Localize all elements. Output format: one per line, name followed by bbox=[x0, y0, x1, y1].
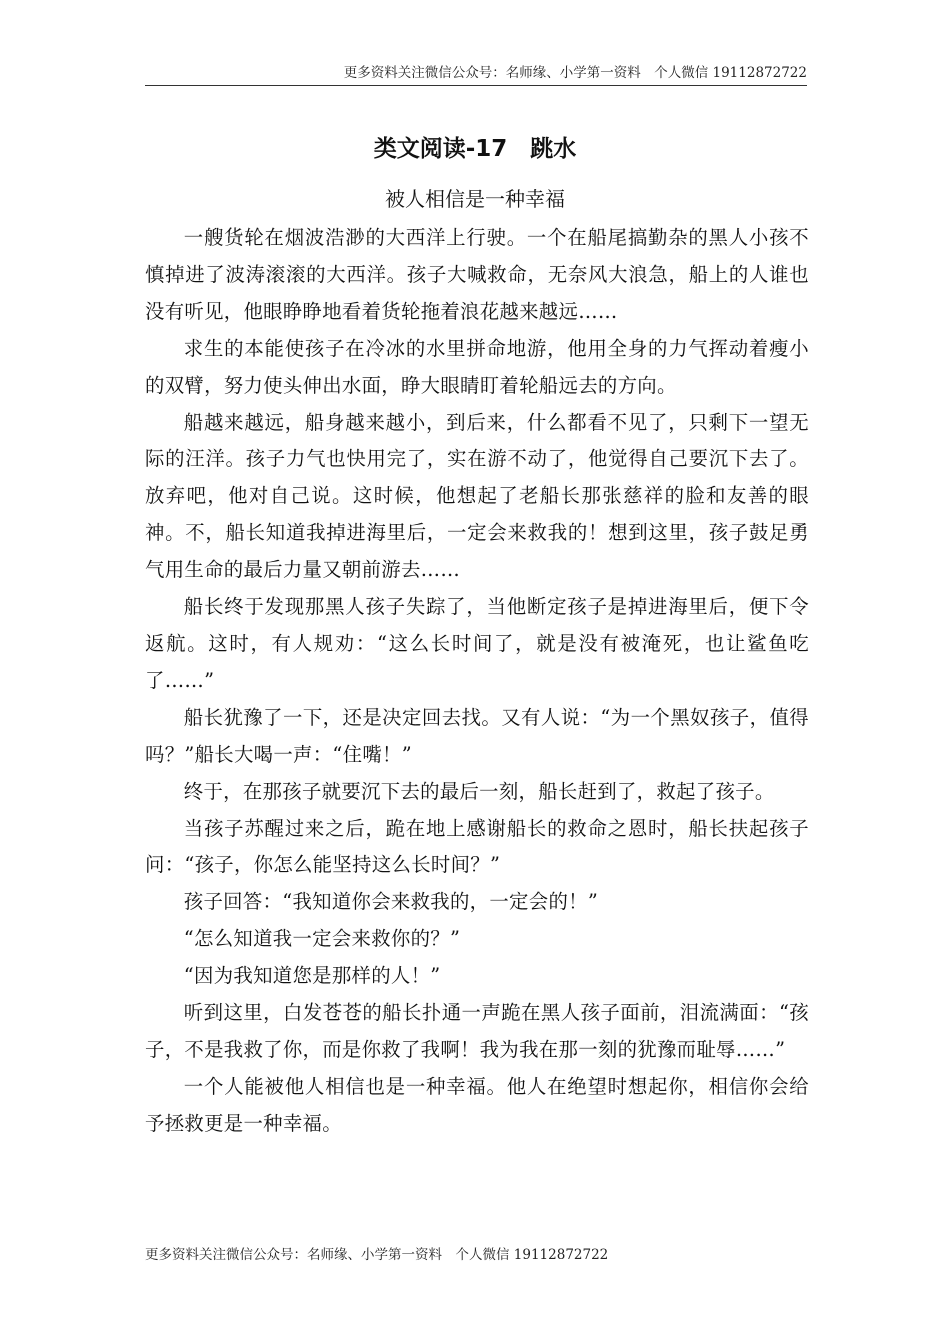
paragraph: 听到这里，白发苍苍的船长扑通一声跪在黑人孩子面前，泪流满面：“孩子，不是我救了你，而是你救了我啊！我为我在那一刻的犹豫而耻辱……” bbox=[145, 1001, 809, 1061]
header-divider bbox=[145, 85, 807, 86]
document-title: 类文阅读-17 跳水 bbox=[373, 136, 577, 162]
paragraph: “因为我知道您是那样的人！” bbox=[183, 964, 441, 988]
page-header: 更多资料关注微信公众号：名师缘、小学第一资料 个人微信 19112872722 bbox=[343, 65, 807, 81]
paragraph: 一个人能被他人相信也是一种幸福。他人在绝望时想起你，相信你会给予拯救更是一种幸福。 bbox=[145, 1074, 809, 1135]
paragraph: 终于，在那孩子就要沉下去的最后一刻，船长赶到了，救起了孩子。 bbox=[183, 779, 775, 803]
paragraph: 船越来越远，船身越来越小，到后来，什么都看不见了，只剩下一望无际的汪洋。孩子力气也快用完了，实在游不动了，他觉得自己要沉下去了。放弃吧，他对自己说。这时候，他想起了老船长那张慈祥的脸和友善的眼神。不，船长知道我掉进海里后，一定会来救我的！想到这里，孩子鼓足勇气用生命的最后力量又朝前游去…… bbox=[145, 410, 809, 582]
article-body bbox=[145, 220, 809, 1143]
page-footer: 更多资料关注微信公众号：名师缘、小学第一资料 个人微信 19112872722 bbox=[145, 1247, 609, 1263]
article-subtitle: 被人相信是一种幸福 bbox=[385, 187, 565, 211]
paragraph: “怎么知道我一定会来救你的？” bbox=[183, 927, 461, 951]
paragraph: 船长终于发现那黑人孩子失踪了，当他断定孩子是掉进海里后，便下令返航。这时，有人规劝：“这么长时间了，就是没有被淹死，也让鲨鱼吃了……” bbox=[145, 595, 809, 692]
paragraph: 一艘货轮在烟波浩渺的大西洋上行驶。一个在船尾搞勤杂的黑人小孩不慎掉进了波涛滚滚的大西洋。孩子大喊救命，无奈风大浪急，船上的人谁也没有听见，他眼睁睁地看着货轮拖着浪花越来越远…… bbox=[145, 226, 809, 323]
paragraph: 孩子回答：“我知道你会来救我的，一定会的！” bbox=[183, 890, 599, 914]
paragraph: 求生的本能使孩子在冷冰的水里拼命地游，他用全身的力气挥动着瘦小的双臂，努力使头伸出水面，睁大眼睛盯着轮船远去的方向。 bbox=[145, 336, 809, 397]
paragraph: 当孩子苏醒过来之后，跪在地上感谢船长的救命之恩时，船长扶起孩子问：“孩子，你怎么能坚持这么长时间？” bbox=[145, 816, 809, 877]
paragraph: 船长犹豫了一下，还是决定回去找。又有人说：“为一个黑奴孩子，值得吗？”船长大喝一声：“住嘴！” bbox=[145, 705, 809, 766]
